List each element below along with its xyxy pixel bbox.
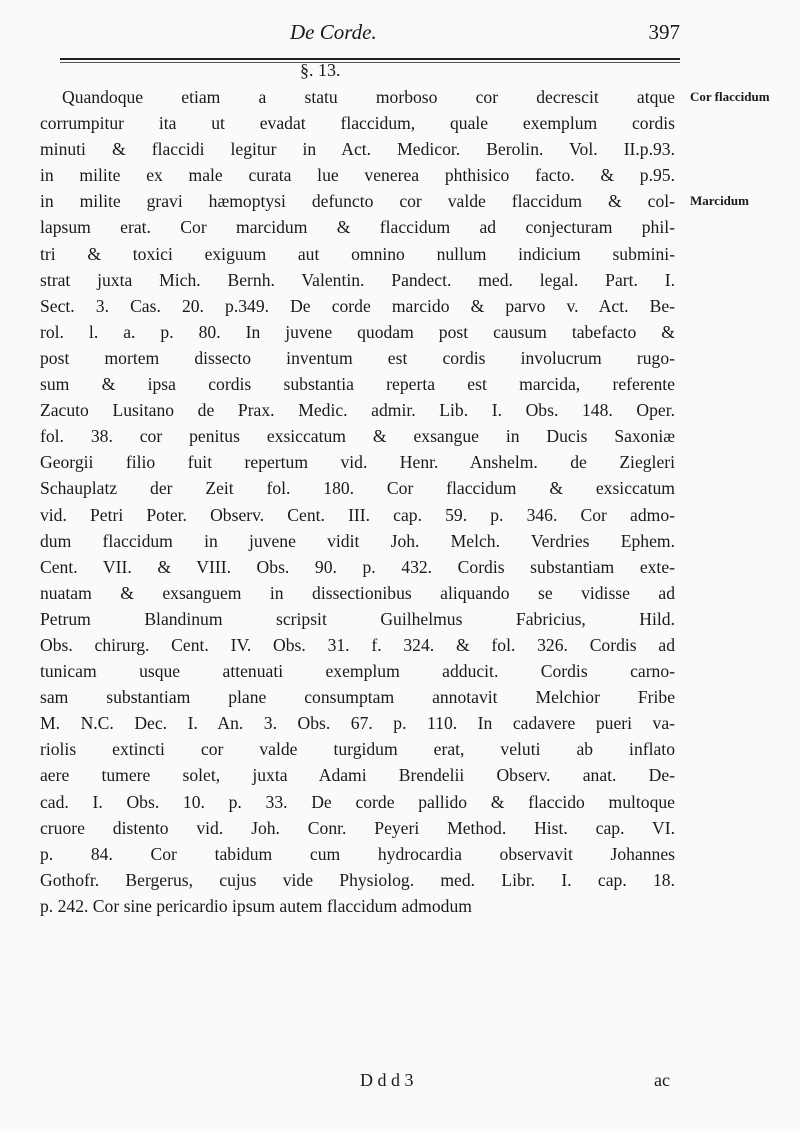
signature-mark: D d d 3 [360, 1070, 414, 1090]
text-line: Petrum Blandinum scripsit Guilhelmus Fabricius, Hild. [40, 608, 675, 629]
running-title: De Corde. [290, 20, 377, 44]
text-line: p. 242. Cor sine pericardio ipsum autem flaccidum admodum [40, 895, 472, 916]
text-line: Quandoque etiam a statu morboso cor decrescit atque [62, 87, 675, 107]
text-line: Gothofr. Bergerus, cujus vide Physiolog. med. Libr. I. cap. 18. [40, 869, 675, 890]
text-line: lapsum erat. Cor marcidum & flaccidum ad conjecturam phil- [40, 217, 675, 238]
text-line: M. N.C. Dec. I. An. 3. Obs. 67. p. 110. In cadavere pueri va- [40, 713, 675, 734]
text-line: corrumpitur ita ut evadat flaccidum, quale exemplum cordis [40, 113, 675, 134]
text-line: sam substantiam plane consumptam annotavit Melchior Fribe [40, 687, 675, 708]
text-line: post mortem dissecto inventum est cordis involucrum rugo- [40, 347, 675, 368]
text-line: riolis extincti cor valde turgidum erat, veluti ab inflato [40, 739, 675, 760]
text-line: fol. 38. cor penitus exsiccatum & exsangue in Ducis Saxoniæ [40, 426, 675, 447]
text-line: strat juxta Mich. Bernh. Valentin. Pandect. med. legal. Part. I. [40, 269, 675, 290]
running-header [60, 18, 680, 50]
text-line: cruore distento vid. Joh. Conr. Peyeri Method. Hist. cap. VI. [40, 817, 675, 838]
text-line: rol. l. a. p. 80. In juvene quodam post causum tabefacto & [40, 321, 675, 342]
text-line: tunicam usque attenuati exemplum adducit. Cordis carno- [40, 661, 675, 682]
text-line: in milite ex male curata lue venerea phthisico facto. & p.95. [40, 165, 675, 186]
text-line: minuti & flaccidi legitur in Act. Medicor. Berolin. Vol. II.p.93. [40, 139, 675, 160]
text-line: Obs. chirurg. Cent. IV. Obs. 31. f. 324. & fol. 326. Cordis ad [40, 634, 675, 655]
header-rule [60, 58, 680, 60]
text-line: p. 84. Cor tabidum cum hydrocardia observavit Johannes [40, 843, 675, 864]
text-line: Georgii filio fuit repertum vid. Henr. Anshelm. de Ziegleri [40, 452, 675, 473]
text-line: cad. I. Obs. 10. p. 33. De corde pallido & flaccido multoque [40, 791, 675, 812]
section-number: §. 13. [300, 60, 341, 80]
body-text [40, 84, 675, 919]
text-line: Sect. 3. Cas. 20. p.349. De corde marcido & parvo v. Act. Be- [40, 295, 675, 316]
catchword: ac [654, 1070, 670, 1090]
text-line: dum flaccidum in juvene vidit Joh. Melch. Verdries Ephem. [40, 530, 675, 551]
text-line: Zacuto Lusitano de Prax. Medic. admir. Lib. I. Obs. 148. Oper. [40, 400, 675, 421]
text-line: nuatam & exsanguem in dissectionibus aliquando se vidisse ad [40, 582, 675, 603]
text-line: aere tumere solet, juxta Adami Brendelii Observ. anat. De- [40, 765, 675, 786]
text-line: in milite gravi hæmoptysi defuncto cor valde flaccidum & col- [40, 191, 675, 212]
margin-note: Marcidum [690, 193, 749, 209]
text-line: Schauplatz der Zeit fol. 180. Cor flaccidum & exsiccatum [40, 478, 675, 499]
header-rule-thin [60, 62, 680, 63]
text-line: vid. Petri Poter. Observ. Cent. III. cap. 59. p. 346. Cor admo- [40, 504, 675, 525]
text-line: sum & ipsa cordis substantia reperta est marcida, referente [40, 374, 675, 395]
text-line: tri & toxici exiguum aut omnino nullum indicium submini- [40, 243, 675, 264]
text-line: Cent. VII. & VIII. Obs. 90. p. 432. Cordis substantiam exte- [40, 556, 675, 577]
page-number: 397 [648, 20, 680, 44]
margin-note: Cor flaccidum [690, 89, 770, 104]
